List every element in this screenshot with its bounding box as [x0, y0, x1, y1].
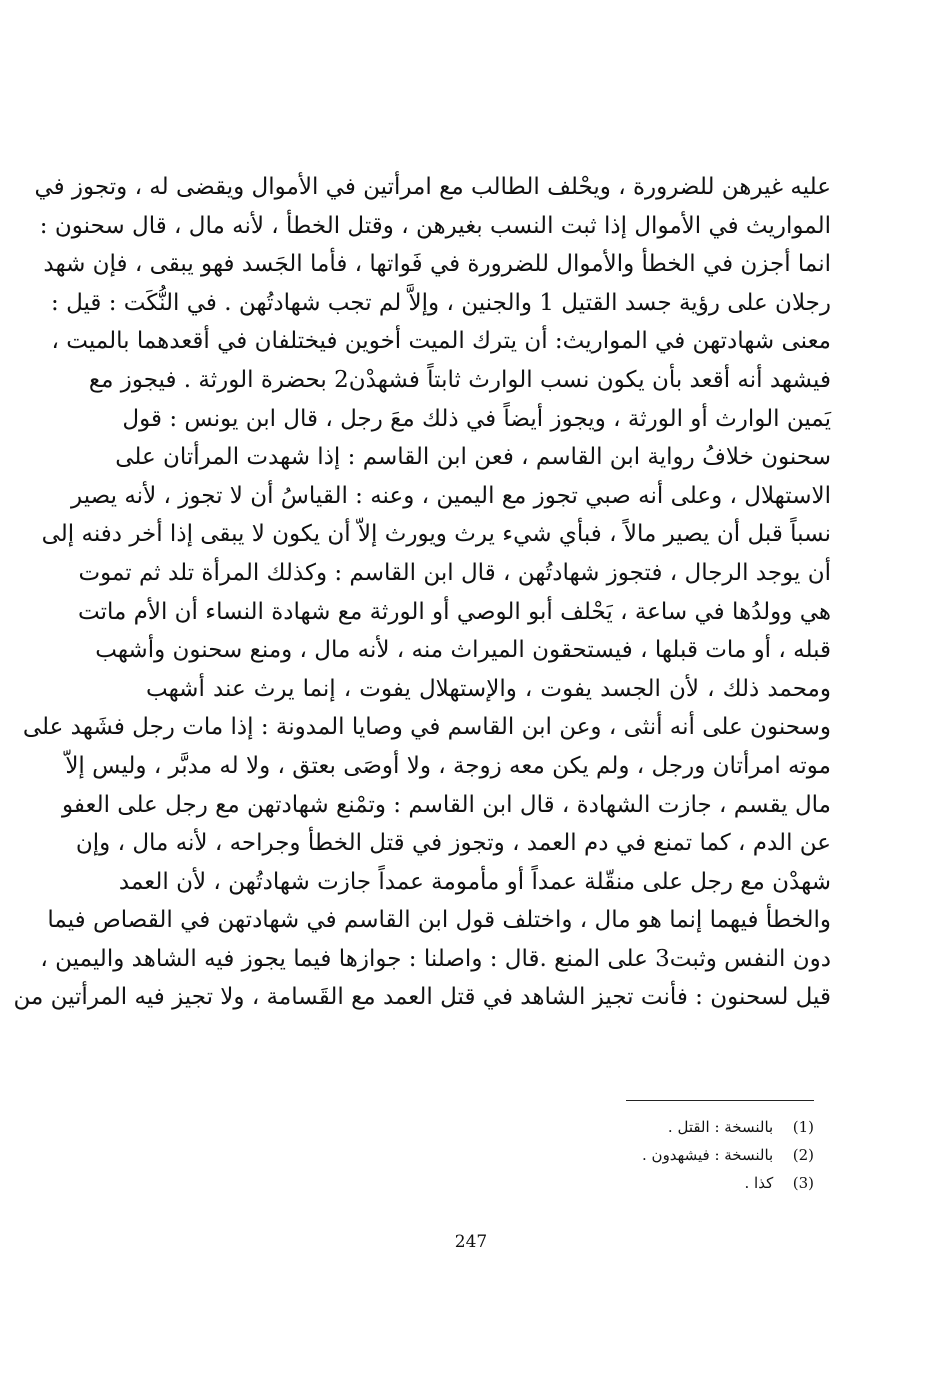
- body-text: [13, 168, 831, 1017]
- text-line: دون النفس وثبت3 على المنع .قال : واصلنا : جوازها فيما يجوز فيه الشاهد واليمين ،: [40, 945, 831, 972]
- page-number: 247: [454, 1232, 488, 1252]
- text-line: نسباً قبل أن يصير مالاً ، فبأي شيء يرث ويورث إلاّ أن يكون لا يبقى إذا أخر دفنه إلى: [41, 521, 831, 548]
- text-line: ومحمد ذلك ، لأن الجسد يفوت ، والإستهلال يفوت ، إنما يرث عند أشهب: [146, 675, 831, 702]
- footnote-number: (2): [792, 1146, 814, 1164]
- footnote: [614, 1141, 814, 1169]
- footnote-number: (1): [792, 1118, 814, 1136]
- text-line: قبله ، أو مات قبلها ، فيستحقون الميراث منه ، لأنه مال ، ومنع سحنون وأشهب: [95, 637, 831, 664]
- text-line: وسحنون على أنه أنثى ، وعن ابن القاسم في وصايا المدونة : إذا مات رجل فشَهد على: [22, 714, 831, 741]
- footnote: [614, 1169, 814, 1197]
- text-line: الاستهلال ، وعلى أنه صبي تجوز مع اليمين ، وعنه : القياسُ أن لا تجوز ، لأنه يصير: [71, 482, 831, 509]
- footnote-text: بالنسخة : القتل .: [667, 1118, 774, 1136]
- text-line: انما أجزن في الخطأ والأموال للضرورة في فَواتها ، فأما الجَسد فهو يبقى ، فإن شهد: [43, 251, 831, 278]
- text-line: والخطأ فيهما إنما هو مال ، واختلف قول ابن القاسم في شهادتهن في القصاص فيما: [47, 907, 831, 934]
- text-line: المواريث في الأموال إذا ثبت النسب بغيرهن ، وقتل الخطأ ، لأنه مال ، قال سحنون :: [39, 212, 831, 239]
- text-line: موته امرأتان ورجل ، ولم يكن معه زوجة ، ولا أوصَى بعتق ، ولا له مدبَّر ، وليس إلاّ: [65, 752, 831, 779]
- footnote-text: كذا .: [744, 1174, 774, 1192]
- footnote-number: (3): [792, 1174, 814, 1192]
- text-line: قيل لسحنون : فأنت تجيز الشاهد في قتل العمد مع القَسامة ، ولا تجيز فيه المرأتين من: [13, 984, 831, 1011]
- text-line: يَمين الوارث أو الورثة ، ويجوز أيضاً في ذلك معَ رجل ، قال ابن يونس : قول: [122, 405, 831, 432]
- text-line: عن الدم ، كما تمنع في دم العمد ، وتجوز في قتل الخطأ وجراحه ، لأنه مال ، وإن: [75, 830, 831, 857]
- footnote-text: بالنسخة : فيشهدون .: [642, 1146, 774, 1164]
- text-line: فيشهد أنه أقعد بأن يكون نسب الوارث ثابتاً فشهدْن2 بحضرة الورثة . فيجوز مع: [88, 366, 831, 393]
- text-line: سحنون خلافُ رواية ابن القاسم ، فعن ابن القاسم : إذا شهدت المرأتان على: [115, 444, 831, 471]
- text-line: عليه غيرهن للضرورة ، ويحْلف الطالب مع امرأتين في الأموال ويقضى له ، وتجوز في: [34, 174, 831, 200]
- text-line: مال يقسم ، جازت الشهادة ، قال ابن القاسم : وتمْنع شهادتهن مع رجل على العفو: [61, 791, 831, 818]
- text-line: هي وولدُها في ساعة ، يَحْلف أبو الوصي أو الورثة مع شهادة النساء أن الأم ماتت: [77, 598, 831, 625]
- footnote-divider: [626, 1100, 814, 1101]
- text-line: رجلان على رؤية جسد القتيل 1 والجنين ، وإلاَّ لم تجب شهادتُهن . في النُّكَت : قيل :: [51, 289, 831, 316]
- footnote: [614, 1113, 814, 1141]
- footnotes: [614, 1100, 814, 1197]
- text-line: معنى شهادتهن في المواريث: أن يترك الميت أخوين فيختلفان في أقعدهما بالميت ،: [51, 328, 831, 355]
- text-line: شهدْن مع رجل على منقّلة عمداً أو مأمومة عمداً جازت شهادتُهن ، لأن العمد: [118, 868, 831, 895]
- text-line: أن يوجد الرجال ، فتجوز شهادتُهن ، قال ابن القاسم : وكذلك المرأة تلد ثم تموت: [78, 559, 831, 586]
